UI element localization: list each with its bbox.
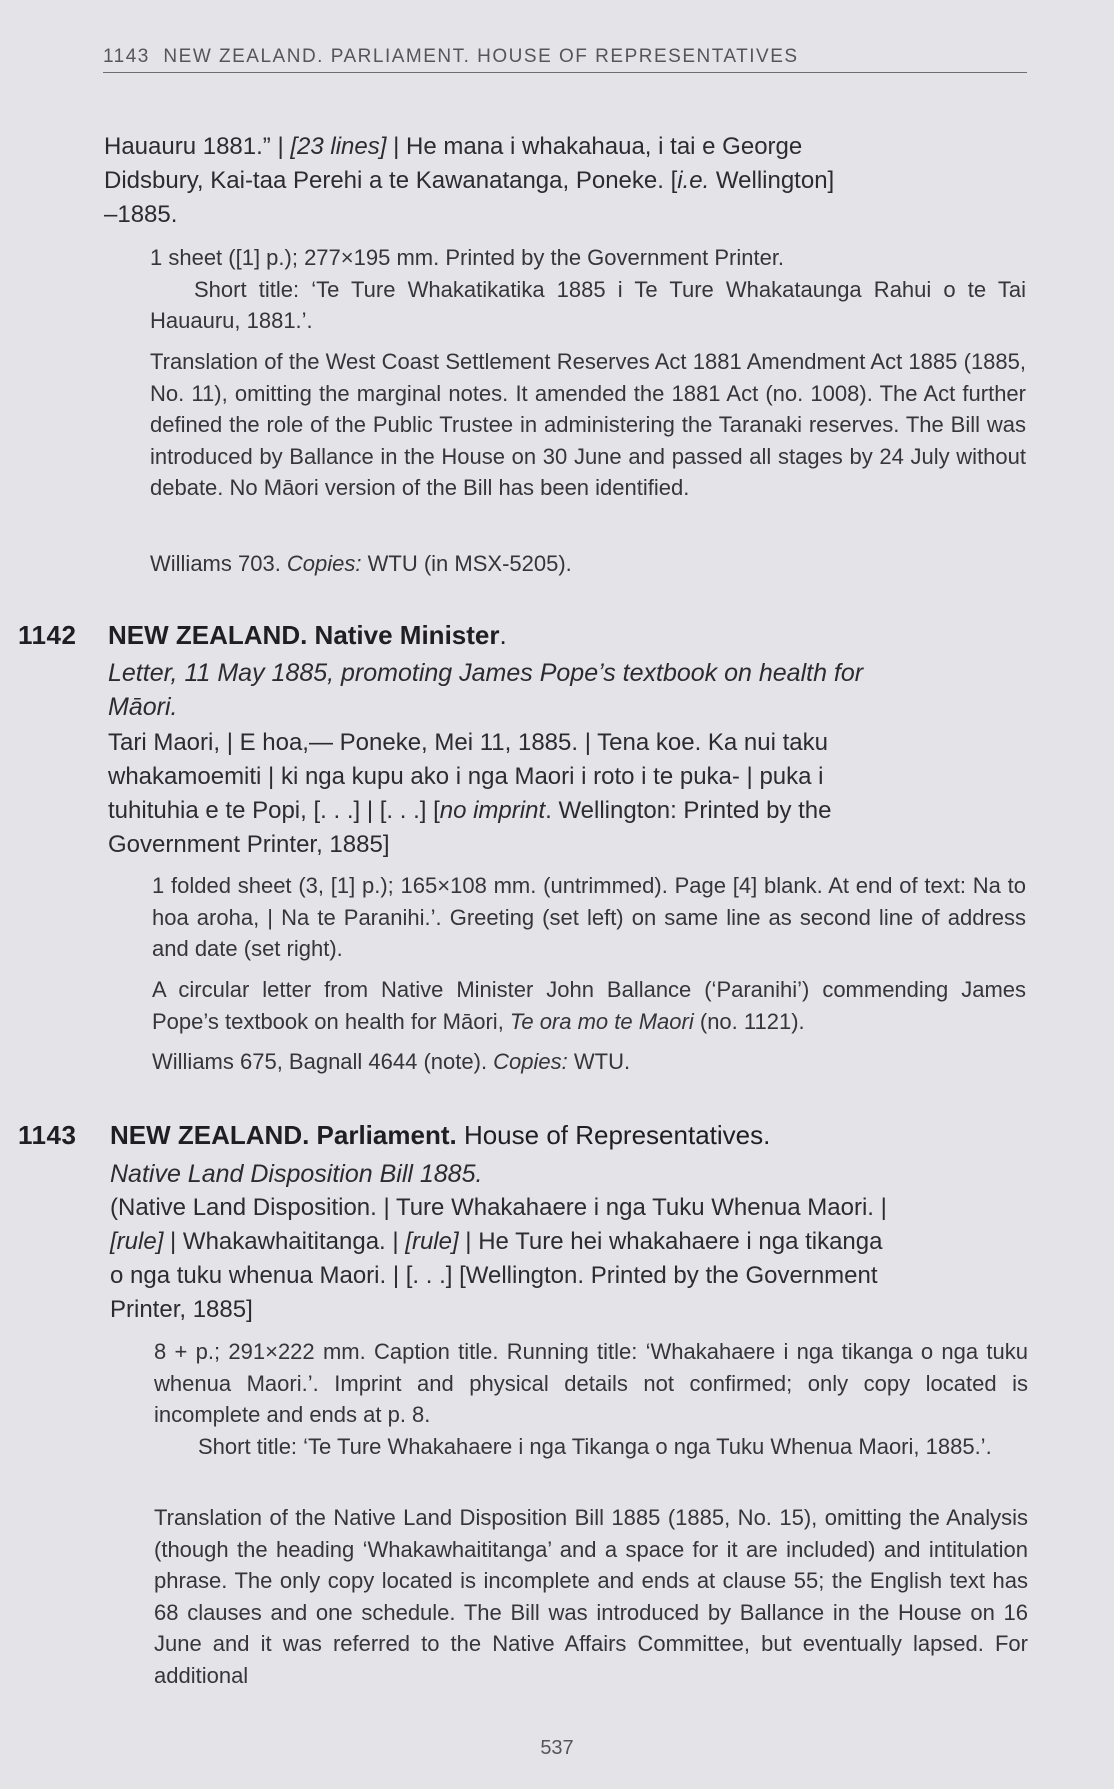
prev-entry-physical-description: 1 sheet ([1] p.); 277×195 mm. Printed by the Government Printer. Short title: ‘Te Ture Whakatikatika 1885 i Te Ture Whakataunga Rahui o te Tai Hauauru, 1881.’. — [150, 245, 1026, 333]
entry-title-1142: Letter, 11 May 1885, promoting James Pope’s textbook on health for Māori. — [108, 659, 864, 721]
entry-heading-1143: NEW ZEALAND. Parliament. House of Representatives. — [110, 1120, 771, 1150]
entry-transcription-1142: Tari Maori, | E hoa,— Poneke, Mei 11, 1885. | Tena koe. Ka nui taku whakamoemiti | ki nga kupu ako i nga Maori i roto i te puka- | puka i tuhituhia e te Popi, [. . .] | [. . .] [no imprint. Wellington: Printed by the Government Printer, 1885] — [108, 729, 832, 858]
entry-transcription-1143: (Native Land Disposition. | Ture Whakahaere i nga Tuku Whenua Maori. | [rule] | Whakawhaititanga. | [rule] | He Ture hei whakahaere i nga tikanga o nga tuku whenua Maori. | [. . .] [Wellington. Printed by the Government Printer, 1885] — [110, 1194, 887, 1323]
entry-title-1143: Native Land Disposition Bill 1885. — [110, 1160, 483, 1188]
entry-physical-description-1143: 8 + p.; 291×222 mm. Caption title. Running title: ‘Whakahaere i nga tikanga o nga tuku whenua Maori.’. Imprint and physical details not confirmed; only copy located is incomplete and ends at p. 8. Short title: ‘Te Ture Whakahaere i nga Tikanga o nga Tuku Whenua Maori, 1885.’. — [154, 1339, 1028, 1459]
entry-number-1142: 1142 — [18, 620, 77, 650]
running-head — [103, 46, 1027, 73]
prev-entry-note: Translation of the West Coast Settlement Reserves Act 1881 Amendment Act 1885 (1885, No. 11), omitting the marginal notes. It amended the 1881 Act (no. 1008). The Act further defined the role of the Public Trustee in administering the Taranaki reserves. The Bill was introduced by Ballance in the House on 30 June and passed all stages by 24 July without debate. No Māori version of the Bill has been identified. — [150, 349, 1026, 500]
entry-physical-description-1142: 1 folded sheet (3, [1] p.); 165×108 mm. (untrimmed). Page [4] blank. At end of text: Na to hoa aroha, | Na te Paranihi.’. Greeting (set left) on same line as second line of address and date (set right). — [152, 873, 1026, 961]
prev-entry-imprint: Hauauru 1881.” | [23 lines] | He mana i whakahaua, i tai e George Didsbury, Kai-taa Perehi a te Kawanatanga, Poneke. [i.e. Wellington] –1885. — [104, 133, 835, 228]
running-head-text: NEW ZEALAND. PARLIAMENT. HOUSE OF REPRESENTATIVES — [163, 46, 799, 67]
entry-references-1142: Williams 675, Bagnall 4644 (note). Copies: WTU. — [152, 1049, 631, 1074]
page-number: 537 — [540, 1737, 574, 1759]
entry-number-1143: 1143 — [18, 1120, 77, 1150]
prev-entry-references: Williams 703. Copies: WTU (in MSX-5205). — [150, 551, 572, 576]
running-head-number: 1143 — [103, 46, 150, 67]
entry-note-1142: A circular letter from Native Minister John Ballance (‘Paranihi’) commending James Pope’s textbook on health for Māori, Te ora mo te Maori (no. 1121). — [152, 977, 1026, 1034]
entry-heading-1142: NEW ZEALAND. Native Minister. — [108, 620, 507, 650]
entry-note-1143: Translation of the Native Land Disposition Bill 1885 (1885, No. 15), omitting the Analysis (though the heading ‘Whakawhaititanga’ and a space for it are included) and intitulation phrase. The only copy located is incomplete and ends at clause 55; the English text has 68 clauses and one schedule. The Bill was introduced by Ballance in the House on 16 June and it was referred to the Native Affairs Committee, but eventually lapsed. For additional — [154, 1505, 1028, 1688]
